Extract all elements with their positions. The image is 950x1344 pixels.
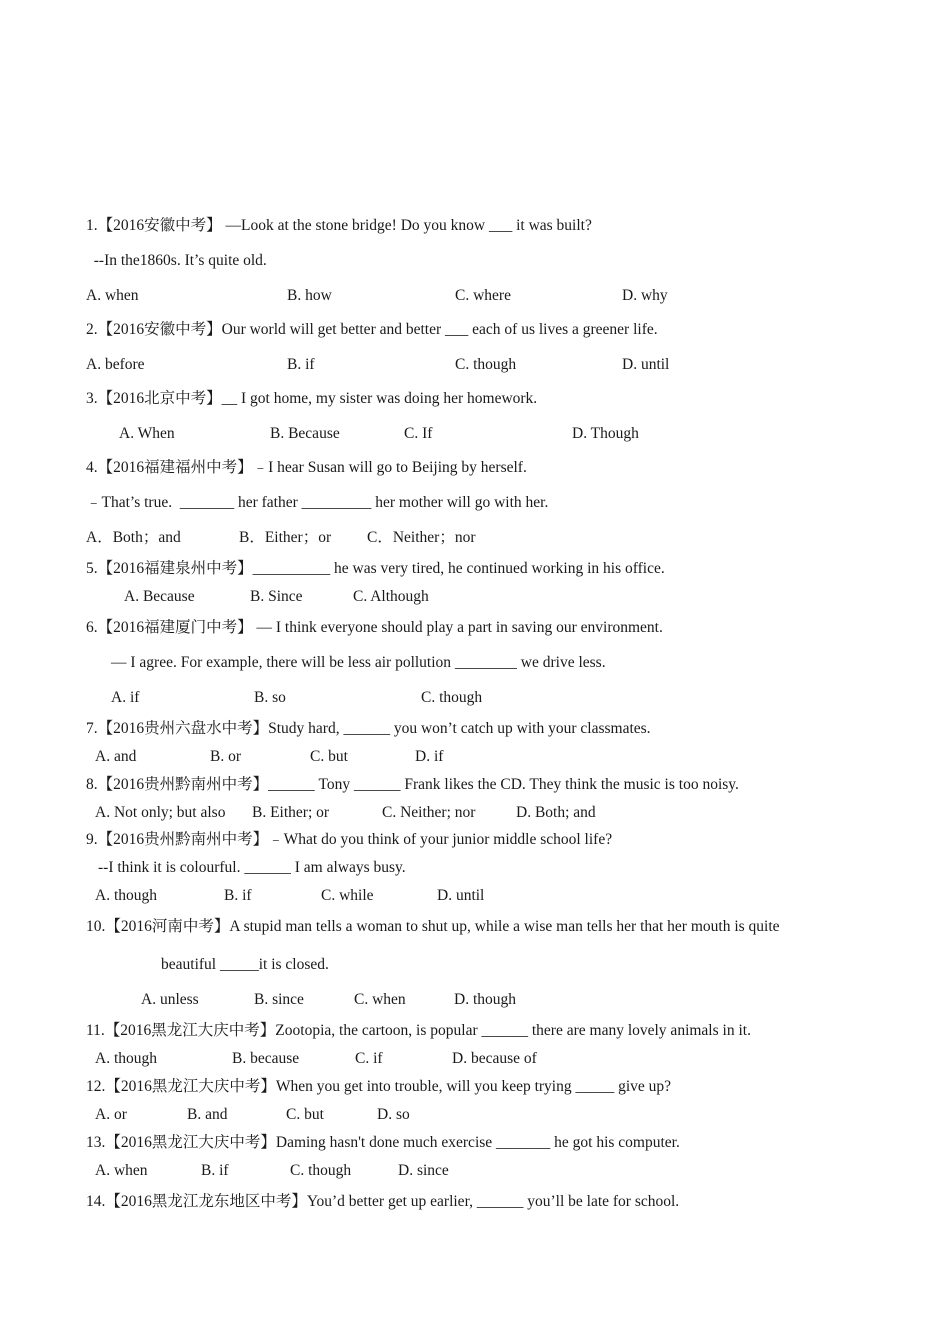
question-11-option-b: B. because xyxy=(232,1050,300,1067)
question-2-option-b: B. if xyxy=(287,356,315,373)
question-10-stem: 10.【2016河南中考】A stupid man tells a woman to shut up, while a wise man tells her that her mouth is quite xyxy=(86,918,780,935)
question-7-option-a: A. and xyxy=(95,748,137,765)
question-8-stem: 8.【2016贵州黔南州中考】______ Tony ______ Frank likes the CD. They think the music is too noisy. xyxy=(86,776,739,793)
question-6-option-b: B. so xyxy=(254,689,286,706)
question-13-option-b: B. if xyxy=(201,1162,229,1179)
question-6-option-c: C. though xyxy=(421,689,483,706)
question-3-option-c: C. If xyxy=(404,425,433,442)
question-10-option-b: B. since xyxy=(254,991,304,1008)
question-10-option-a: A. unless xyxy=(141,991,199,1008)
question-1-stem: 1.【2016安徽中考】 —Look at the stone bridge! Do you know ___ it was built? xyxy=(86,217,592,234)
question-11-option-c: C. if xyxy=(355,1050,383,1067)
question-9-option-c: C. while xyxy=(321,887,374,904)
question-2-option-a: A. before xyxy=(86,356,145,373)
question-12-option-d: D. so xyxy=(377,1106,410,1123)
question-13-option-d: D. since xyxy=(398,1162,449,1179)
question-13-option-a: A. when xyxy=(95,1162,148,1179)
question-9-option-a: A. though xyxy=(95,887,157,904)
question-8-option-c: C. Neither; nor xyxy=(382,804,476,821)
question-1-option-d: D. why xyxy=(622,287,668,304)
question-6-stem: 6.【2016福建厦门中考】 — I think everyone should play a part in saving our environment. xyxy=(86,619,663,636)
question-13-option-c: C. though xyxy=(290,1162,352,1179)
question-8-option-a: A. Not only; but also xyxy=(95,804,226,821)
question-5-option-c: C. Although xyxy=(353,588,429,605)
question-9-option-d: D. until xyxy=(437,887,485,904)
question-10-option-d: D. though xyxy=(454,991,516,1008)
question-10-option-c: C. when xyxy=(354,991,406,1008)
question-4-option-b: B．Either；or xyxy=(239,529,332,546)
question-8-option-d: D. Both; and xyxy=(516,804,596,821)
question-4-answer-line: ﹣That’s true. _______ her father _________ her mother will go with her. xyxy=(86,494,549,511)
question-3-stem: 3.【2016北京中考】__ I got home, my sister was doing her homework. xyxy=(86,390,538,407)
question-11-stem: 11.【2016黑龙江大庆中考】Zootopia, the cartoon, is popular ______ there are many lovely animals in it. xyxy=(86,1022,751,1039)
question-1-answer-line: --In the1860s. It’s quite old. xyxy=(86,252,267,269)
question-9-option-b: B. if xyxy=(224,887,252,904)
question-11-option-d: D. because of xyxy=(452,1050,537,1067)
question-14-stem: 14.【2016黑龙江龙东地区中考】You’d better get up earlier, ______ you’ll be late for school. xyxy=(86,1193,680,1210)
question-3-option-a: A. When xyxy=(119,425,175,442)
question-7-option-b: B. or xyxy=(210,748,241,765)
question-8-option-b: B. Either; or xyxy=(252,804,330,821)
question-7-stem: 7.【2016贵州六盘水中考】Study hard, ______ you won’t catch up with your classmates. xyxy=(86,720,651,737)
question-5-option-a: A. Because xyxy=(124,588,195,605)
question-9-stem: 9.【2016贵州黔南州中考】﹣What do you think of your junior middle school life? xyxy=(86,831,613,848)
question-4-stem: 4.【2016福建福州中考】﹣I hear Susan will go to Beijing by herself. xyxy=(86,459,527,476)
question-12-option-b: B. and xyxy=(187,1106,228,1123)
question-6-answer-line: — I agree. For example, there will be less air pollution ________ we drive less. xyxy=(111,654,606,671)
question-12-option-a: A. or xyxy=(95,1106,127,1123)
question-4-option-a: A．Both；and xyxy=(86,529,181,546)
question-2-option-d: D. until xyxy=(622,356,670,373)
question-12-stem: 12.【2016黑龙江大庆中考】When you get into trouble, will you keep trying _____ give up? xyxy=(86,1078,672,1095)
question-1-option-c: C. where xyxy=(455,287,511,304)
question-4-option-c: C．Neither；nor xyxy=(367,529,476,546)
question-5-stem: 5.【2016福建泉州中考】__________ he was very tired, he continued working in his office. xyxy=(86,560,665,577)
question-2-stem: 2.【2016安徽中考】Our world will get better and better ___ each of us lives a greener life. xyxy=(86,321,658,338)
question-7-option-d: D. if xyxy=(415,748,444,765)
question-3-option-d: D. Though xyxy=(572,425,639,442)
question-13-stem: 13.【2016黑龙江大庆中考】Daming hasn't done much exercise _______ he got his computer. xyxy=(86,1134,680,1151)
question-1-option-a: A. when xyxy=(86,287,139,304)
question-6-option-a: A. if xyxy=(111,689,140,706)
question-5-option-b: B. Since xyxy=(250,588,303,605)
question-10-stem-continued: beautiful _____it is closed. xyxy=(161,956,329,973)
question-12-option-c: C. but xyxy=(286,1106,324,1123)
question-9-answer-line: --I think it is colourful. ______ I am always busy. xyxy=(98,859,406,876)
question-3-option-b: B. Because xyxy=(270,425,340,442)
question-1-option-b: B. how xyxy=(287,287,332,304)
question-2-option-c: C. though xyxy=(455,356,517,373)
question-7-option-c: C. but xyxy=(310,748,348,765)
question-11-option-a: A. though xyxy=(95,1050,157,1067)
